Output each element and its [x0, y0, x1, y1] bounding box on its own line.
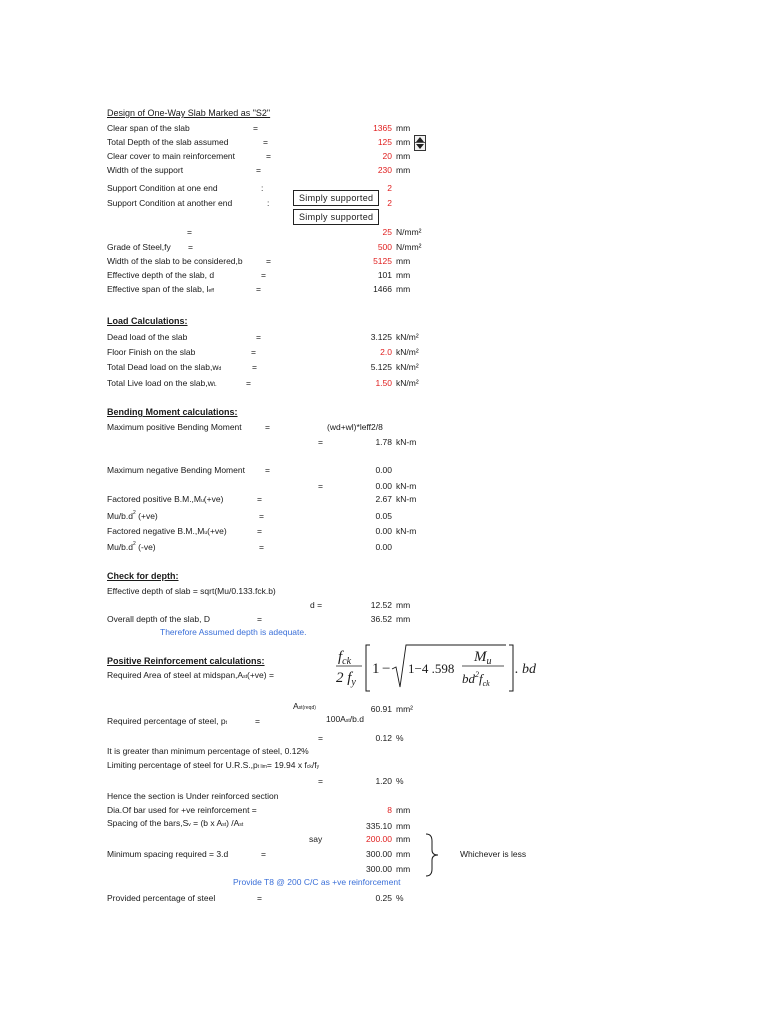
mubd-pos-label: $Mu/b.d^2$ (+ve) — [107, 510, 158, 521]
input-row-unit: mm — [396, 284, 411, 294]
load-heading: Load Calculations: — [107, 316, 188, 326]
say-label: say — [309, 834, 323, 844]
svg-text:. bd: . bd — [515, 662, 536, 677]
fact-neg-value: 0.00 — [375, 526, 392, 536]
d-unit: mm — [396, 600, 411, 610]
load-row-label: Dead load of the slab — [107, 332, 188, 342]
under-reinforced-note: Hence the section is Under reinforced section — [107, 791, 279, 801]
minsp-unit: mm — [396, 849, 411, 859]
input-row-value[interactable]: 20 — [382, 151, 392, 161]
input-row-eq: = — [261, 270, 266, 280]
input-row-label: Clear cover to main reinforcement — [107, 151, 236, 161]
input-row-value: 101 — [377, 270, 392, 280]
input-row-eq: = — [253, 123, 258, 133]
mubd-pos-value: 0.05 — [375, 511, 392, 521]
input-row-label: Width of the slab to be considered,b — [107, 256, 243, 266]
posreinf-heading: Positive Reinforcement calculations: — [107, 656, 265, 666]
overall-depth-label: Overall depth of the slab, D — [107, 614, 211, 624]
max-neg-bm-eq: = — [265, 465, 270, 475]
bm-heading: Bending Moment calculations: — [107, 407, 238, 417]
mubd-neg-label: $Mu/b.d^2$ (-ve) — [107, 541, 156, 552]
d-value: 12.52 — [370, 600, 392, 610]
say-unit: mm — [396, 834, 411, 844]
fact-pos-unit: kN-m — [396, 494, 417, 504]
load-row-unit: kN/m² — [396, 347, 419, 357]
load-row-value: 5.125 — [370, 362, 392, 372]
input-row-label: Support Condition at another end — [107, 198, 233, 208]
max-pos-bm-unit: kN-m — [396, 437, 417, 447]
load-row-label: Floor Finish on the slab — [107, 347, 196, 357]
load-row-value[interactable]: 2.0 — [380, 347, 392, 357]
load-row-label: Total Dead load on the slab,wd — [107, 362, 222, 372]
mubd-neg-value: 0.00 — [375, 542, 392, 552]
input-row-eq: = — [266, 256, 271, 266]
load-row-label: Total Live load on the slab,wL — [107, 378, 217, 388]
load-row-eq: = — [252, 362, 257, 372]
svg-text:−: − — [382, 661, 391, 677]
overall-depth-unit: mm — [396, 614, 411, 624]
ast-unit: mm² — [396, 704, 413, 714]
input-row-unit: mm — [396, 123, 411, 133]
provided-pct-unit: % — [396, 893, 404, 903]
fact-neg-unit: kN-m — [396, 526, 417, 536]
input-row-eq: = — [187, 227, 192, 237]
load-row-value[interactable]: 1.50 — [375, 378, 392, 388]
input-row-unit: mm — [396, 137, 411, 147]
fact-neg-label: Factored negative B.M.,Mu(+ve) — [107, 526, 227, 536]
dia-value: 8 — [387, 805, 392, 815]
max-neg-bm-value2: 0.00 — [375, 481, 392, 491]
input-row-value[interactable]: 2 — [387, 198, 392, 208]
input-row-value[interactable]: 125 — [377, 137, 392, 147]
input-row-unit: mm — [396, 151, 411, 161]
input-row-label: Support Condition at one end — [107, 183, 218, 193]
load-row-unit: kN/m² — [396, 378, 419, 388]
ast-value: 60.91 — [370, 704, 392, 714]
support-condition-dropdown-1[interactable]: Simply supported — [293, 190, 379, 206]
dia-unit: mm — [396, 805, 411, 815]
max-neg-bm-value: 0.00 — [375, 465, 392, 475]
svg-text:1−4 .598: 1−4 .598 — [408, 661, 455, 676]
max-pos-bm-value: 1.78 — [375, 437, 392, 447]
input-row-value[interactable]: 25 — [382, 227, 392, 237]
spin-down-icon[interactable] — [416, 144, 424, 149]
fact-pos-value: 2.67 — [375, 494, 392, 504]
spacing-unit: mm — [396, 821, 411, 831]
input-row-unit: N/mm² — [396, 227, 422, 237]
pct-unit: % — [396, 733, 404, 743]
depth-adequate-note: Therefore Assumed depth is adequate. — [160, 627, 307, 637]
svg-text:bd2fck: $bd^2f_{ck}$ — [462, 670, 490, 688]
provide-note: Provide T8 @ 200 C/C as +ve reinforcement — [233, 877, 401, 887]
input-row-unit: mm — [396, 270, 411, 280]
provided-pct-value: 0.25 — [375, 893, 392, 903]
max-pos-bm-label: Maximum positive Bending Moment — [107, 422, 242, 432]
input-row-value[interactable]: 1365 — [373, 123, 392, 133]
svg-text:Mu: $M_u$ — [474, 649, 492, 667]
formula-fck: $f_{ck}$ — [338, 649, 352, 667]
third-value: 300.00 — [366, 864, 392, 874]
third-unit: mm — [396, 864, 411, 874]
max-neg-bm-label: Maximum negative Bending Moment — [107, 465, 245, 475]
input-row-value[interactable]: 2 — [387, 183, 392, 193]
whichever-less-note: Whichever is less — [460, 849, 527, 859]
svg-text:1: 1 — [372, 661, 380, 677]
spacing-value: 335.10 — [366, 821, 392, 831]
input-row-unit: mm — [396, 256, 411, 266]
minsp-value: 300.00 — [366, 849, 392, 859]
input-row-eq: : — [261, 183, 264, 193]
d-label: d = — [310, 600, 323, 610]
input-row-label: Clear span of the slab — [107, 123, 190, 133]
load-row-eq: = — [251, 347, 256, 357]
input-row-eq: = — [263, 137, 268, 147]
lim-pct-label: Limiting percentage of steel for U.R.S.,pt lim= 19.94 x fck/fy — [107, 760, 320, 770]
max-neg-bm-unit: kN-m — [396, 481, 417, 491]
depth-heading: Check for depth: — [107, 571, 179, 581]
lim-value: 1.20 — [375, 776, 392, 786]
min-pct-note: It is greater than minimum percentage of steel, 0.12% — [107, 746, 309, 756]
lim-unit: % — [396, 776, 404, 786]
input-row-label: Effective depth of the slab, d — [107, 270, 215, 280]
input-row-unit: mm — [396, 165, 411, 175]
depth-spinner[interactable] — [414, 135, 426, 151]
pct-value: 0.12 — [375, 733, 392, 743]
input-row-label: Width of the support — [107, 165, 184, 175]
input-row-eq: = — [256, 284, 261, 294]
input-row-unit: N/mm² — [396, 242, 422, 252]
overall-depth-value: 36.52 — [370, 614, 392, 624]
input-row-label: Effective span of the slab, leff — [107, 284, 214, 294]
input-row-eq: = — [188, 242, 193, 252]
max-pos-bm-formula: (wd+wl)*leff2/8 — [327, 422, 383, 432]
req-area-label: Required Area of steel at midspan,Ast(+ve) = — [107, 670, 274, 680]
fact-pos-label: Factored positive B.M.,Mu(+ve) — [107, 494, 224, 504]
input-row-eq: = — [266, 151, 271, 161]
load-row-value: 3.125 — [370, 332, 392, 342]
reinforcement-formula — [334, 643, 544, 695]
load-row-eq: = — [246, 378, 251, 388]
eff-depth-formula: Effective depth of slab = sqrt(Mu/0.133.fck.b) — [107, 586, 276, 596]
sheet-title: Design of One-Way Slab Marked as "S2" — [107, 108, 271, 118]
pct-label: Required percentage of steel, pt — [107, 716, 227, 726]
max-pos-bm-eq: = — [265, 422, 270, 432]
provided-pct-label: Provided percentage of steel — [107, 893, 216, 903]
input-row-eq: = — [256, 165, 261, 175]
load-row-unit: kN/m² — [396, 332, 419, 342]
right-brace-icon — [424, 833, 442, 877]
load-row-eq: = — [256, 332, 261, 342]
input-row-label: Total Depth of the slab assumed — [107, 137, 229, 147]
dia-label: Dia.Of bar used for +ve reinforcement = — [107, 805, 257, 815]
pct-formula: 100Ast/b.d — [326, 714, 364, 724]
say-value: 200.00 — [366, 834, 392, 844]
load-row-unit: kN/m² — [396, 362, 419, 372]
ast-label: Ast(reqd) — [293, 701, 316, 711]
input-row-value[interactable]: 500 — [377, 242, 392, 252]
spacing-label: Spacing of the bars,Sv = (b x Ast) /Ast — [107, 818, 244, 828]
input-row-eq: : — [267, 198, 270, 208]
minsp-label: Minimum spacing required = 3.d — [107, 849, 229, 859]
input-row-value[interactable]: 5125 — [373, 256, 392, 266]
input-row-label: Grade of Steel,fy — [107, 242, 171, 252]
input-row-value[interactable]: 230 — [377, 165, 392, 175]
spreadsheet-sheet: Design of One-Way Slab Marked as "S2" Clear span of the slab = 1365 mm Total Depth of the slab assumed = 125 mm Clear cover to main reinforcement = 20 mm Width of the support = 230 mm Support Condition at one end : 2 Support Condition at another end : 2 = 25 N/mm² Grade of Steel,fy = 500 N/mm² Width of the slab to be considered,b = 5125 mm Effective depth of the slab, d = 101 mm Effective span of the slab, leff = 1466 mm Simply supported Simply supported Load Calculations: Dead load of the slab = 3.125 kN/m² Floor Finish on the slab = 2.0 kN/m² Total Dead load on the slab,wd = 5.125 kN/m² Total Live load on the slab,wL = 1.50 kN/m² Bending Moment calculations: Maximum positive Bending Moment = (wd+wl)*leff2/8 = 1.78 kN-m Maximum negative Bending Moment = 0.00 = 0.00 kN-m Factored positive B.M.,Mu(+ve) = 2.67 kN-m $Mu/b.d^2$ (+ve) = 0.05 Factored negative B.M.,Mu(+ve) = 0.00 kN-m $Mu/b.d^2$ (-ve) = 0.00 Check for depth: Effective depth of slab = sqrt(Mu/0.133.fck.b) d = 12.52 mm Overall depth of the slab, D = 36.52 mm Therefore Assumed depth is adequate. Positive Reinforcement calculations: Required Area of steel at midspan,Ast(+ve) = $f_{ck}$ 2 $f_y$ 1 − 1−4 .598 $M_u$ $bd^2f_{ck}$ . bd Ast(reqd) 60.91 mm² Required percentage of steel, pt = 100Ast/b.d = 0.12 % It is greater than minimum percentage of steel, 0.12% Limiting percentage of steel for U.R.S.,pt lim= 19.94 x fck/fy = 1.20 % Hence the section is Under reinforced section Dia.Of bar used for +ve reinforcement = 8 mm Spacing of the bars,Sv = (b x Ast) /Ast 335.10 mm say 200.00 mm Minimum spacing required = 3.d = 300.00 mm 300.00 mm Whichever is less Provide T8 @ 200 C/C as +ve reinforcement Provided percentage of steel = 0.25 % — [0, 0, 768, 1024]
input-row-value: 1466 — [373, 284, 392, 294]
support-condition-dropdown-2[interactable]: Simply supported — [293, 209, 379, 225]
formula-fy: 2 $f_y$ — [336, 670, 356, 688]
